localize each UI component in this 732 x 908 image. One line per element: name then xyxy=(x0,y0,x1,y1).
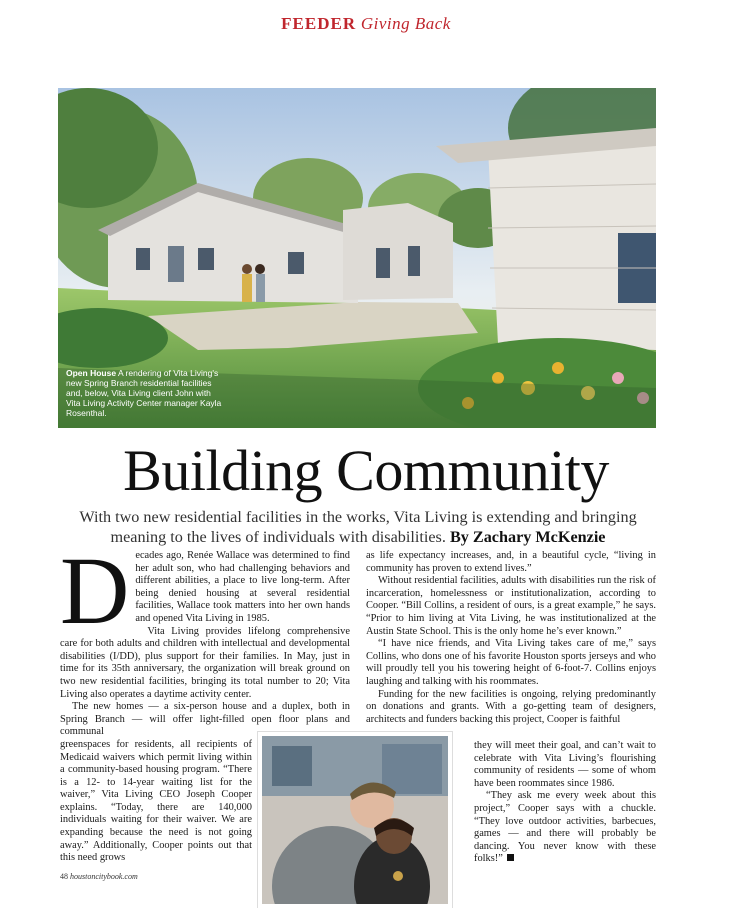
article-title: Building Community xyxy=(123,438,609,503)
paragraph: as life expectancy increases, and, in a beautiful cycle, “living in community has proven to extend lives.” xyxy=(366,550,656,574)
dek-text: With two new residential facilities in the works, Vita Living is extending and bringing meaning to the lives of individuals with disabilities. xyxy=(79,508,637,546)
inset-photo xyxy=(258,732,452,908)
paragraph: they will meet their goal, and can’t wait to celebrate with Vita Living’s flourishing community of residents — some of whom have been roommates since 1986. xyxy=(474,740,656,789)
paragraph: Funding for the new facilities is ongoing, relying predominantly on donations and grants. With a go-getting team of designers, architects and funders backing this project, Cooper is faithful xyxy=(366,688,656,725)
paragraph: Vita Living provides lifelong comprehensive care for both adults and children with intellectual and developmental disabilities (I/DD), plus support for their families. In May, just in time for its 35th anniversary, the organization will break ground on two new residential facilities, bringing its total number to 20; Vita Living also operates a daytime activity center. xyxy=(60,625,350,700)
hero-caption xyxy=(66,368,226,418)
paragraph: Without residential facilities, adults with disabilities run the risk of incarceration, homelessness or institutionalization, according to Cooper. “Bill Collins, a resident of ours, is a great example,” he says. “Prior to him living at Vita Living, he was institutionalized at the Austin State School. This is the only home he’s ever known.” xyxy=(366,575,656,637)
paragraph: “I have nice friends, and Vita Living takes care of me,” says Collins, who dons one of his favorite Houston sports jerseys and who will proudly tell you his towering height of 6-foot-7. Collins enjoys laughing and talking with his roommates. xyxy=(366,638,656,687)
dropcap: D xyxy=(60,537,130,644)
inset-photo-art xyxy=(262,736,448,904)
site-url: houstoncitybook.com xyxy=(70,872,138,881)
article-dek xyxy=(58,507,658,547)
paragraph: The new homes — a six-person house and a duplex, both in Spring Branch — will offer light-filled open floor plans and communal xyxy=(60,701,350,738)
hero-illustration xyxy=(58,88,656,428)
end-mark-icon xyxy=(507,854,514,861)
page-footer xyxy=(60,872,138,881)
byline: By Zachary McKenzie xyxy=(449,528,606,546)
section-header xyxy=(0,14,732,34)
caption-title: Open House xyxy=(66,368,117,378)
paragraph: “They ask me every week about this project,” Cooper says with a chuckle. “They love outdoor activities, barbecues, games — and there will probably be dancing. You never know with these folks!” xyxy=(474,790,656,865)
right-column-top xyxy=(366,550,656,726)
caption-text: A rendering of Vita Living's new Spring Branch residential facilities and, below, Vita Living client John with Vita Living Activity Center manager Kayla Rosenthal. xyxy=(66,368,222,418)
paragraph: greenspaces for residents, all recipients of Medicaid waivers which permit living within a community-based housing program. “There is a 12- to 14-year waiting list for the waiver,” Vita Living CEO Joseph Cooper explains. “Today, there are 140,000 individuals waiting for their waiver. We are expanding because the need is not going away.” Additionally, Cooper points out that this need grows xyxy=(60,738,252,864)
section-name: FEEDER xyxy=(281,14,357,33)
right-column-bottom xyxy=(474,740,656,866)
subsection-name: Giving Back xyxy=(360,14,451,33)
paragraph: Decades ago, Renée Wallace was determined to find her adult son, who had challenging behaviors and different abilities, a place to live long-term. After being denied housing at several residential facilities, Wallace took matters into her own hands and opened Vita Living in 1985. xyxy=(60,537,350,644)
page-number: 48 xyxy=(60,872,68,881)
